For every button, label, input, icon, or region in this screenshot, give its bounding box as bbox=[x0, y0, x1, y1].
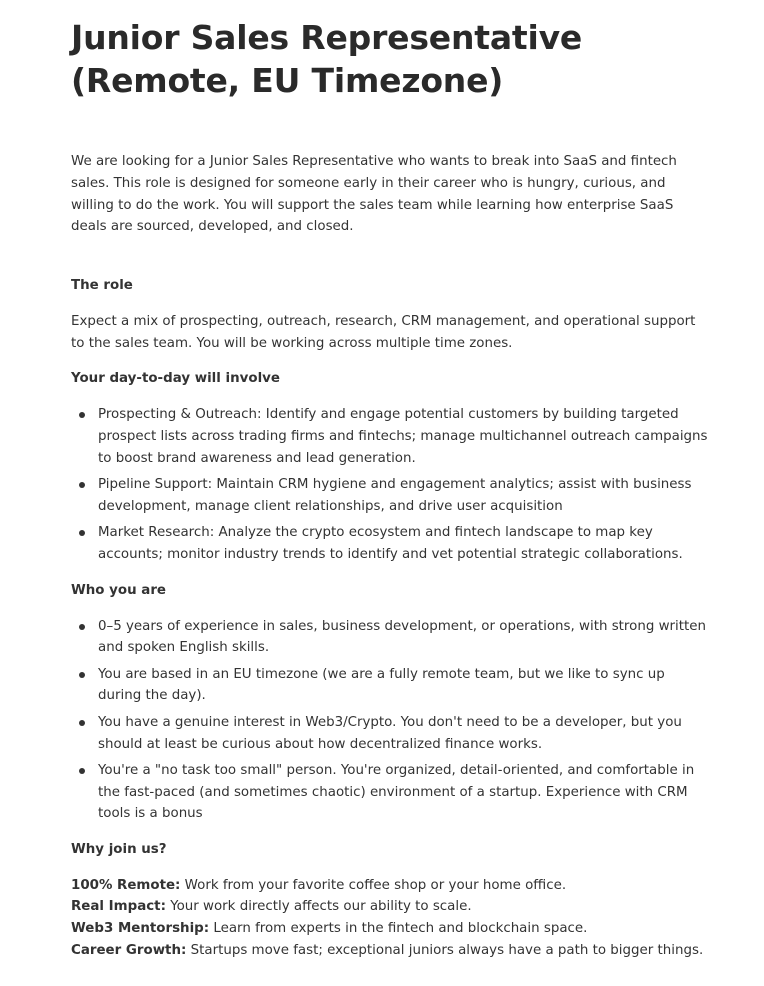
bullet-icon bbox=[79, 412, 85, 418]
list-item bbox=[71, 760, 711, 825]
list-item-text: 0–5 years of experience in sales, business development, or operations, with strong written and spoken English skills. bbox=[98, 618, 706, 656]
why-join-list bbox=[71, 875, 711, 961]
benefit-text: Learn from experts in the fintech and blockchain space. bbox=[209, 921, 588, 937]
who-you-are-list bbox=[71, 616, 711, 825]
benefit-label: Career Growth: bbox=[71, 942, 187, 958]
bullet-icon bbox=[79, 624, 85, 630]
why-join-heading: Why join us? bbox=[71, 841, 167, 857]
bullet-icon bbox=[79, 768, 85, 774]
day-to-day-list bbox=[71, 404, 711, 565]
list-item-text: You have a genuine interest in Web3/Crypto. You don't need to be a developer, but you should at least be curious about how decentralized finance works. bbox=[98, 714, 682, 752]
list-item-text: Pipeline Support: Maintain CRM hygiene and engagement analytics; assist with business development, manage client relationships, and drive user acquisition bbox=[98, 477, 692, 514]
list-item bbox=[71, 712, 711, 755]
benefit-line bbox=[71, 940, 711, 962]
bullet-icon bbox=[79, 482, 85, 488]
benefit-line bbox=[71, 918, 711, 940]
job-posting bbox=[71, 0, 711, 961]
list-item bbox=[71, 474, 711, 517]
benefit-label: 100% Remote: bbox=[71, 877, 181, 893]
who-you-are-heading: Who you are bbox=[71, 582, 167, 598]
bullet-icon bbox=[79, 530, 85, 536]
list-item-text: You're a "no task too small" person. You're organized, detail-oriented, and comfortable in the fast-paced (and sometimes chaotic) environment of a startup. Experience with CRM tools is a bonus bbox=[98, 763, 695, 822]
page-title-line-1: Junior Sales Representative bbox=[71, 18, 583, 57]
benefit-text: Startups move fast; exceptional juniors always have a path to bigger things. bbox=[186, 942, 704, 958]
role-heading: The role bbox=[71, 278, 133, 294]
bullet-icon bbox=[79, 672, 85, 678]
benefit-text: Your work directly affects our ability to scale. bbox=[165, 899, 472, 915]
list-item bbox=[71, 664, 711, 707]
intro-paragraph: We are looking for a Junior Sales Representative who wants to break into SaaS and fintech sales. This role is designed for someone early in their career who is hungry, curious, and willing to do the work. You will support the sales team while learning how enterprise SaaS deals are sourced, developed, and closed. bbox=[71, 154, 677, 235]
list-item-text: You are based in an EU timezone (we are a fully remote team, but we like to sync up during the day). bbox=[98, 666, 665, 704]
benefit-text: Work from your favorite coffee shop or your home office. bbox=[180, 877, 567, 893]
list-item bbox=[71, 616, 711, 659]
list-item bbox=[71, 522, 711, 565]
role-paragraph: Expect a mix of prospecting, outreach, research, CRM management, and operational support to the sales team. You will be working across multiple time zones. bbox=[71, 314, 696, 351]
list-item bbox=[71, 404, 711, 469]
benefit-line bbox=[71, 875, 711, 897]
benefit-label: Web3 Mentorship: bbox=[71, 921, 210, 937]
benefit-label: Real Impact: bbox=[71, 899, 166, 915]
page-title bbox=[71, 16, 711, 102]
page-title-line-2: (Remote, EU Timezone) bbox=[71, 61, 504, 100]
list-item-text: Market Research: Analyze the crypto ecosystem and fintech landscape to map key accounts; monitor industry trends to identify and vet potential strategic collaborations. bbox=[98, 525, 683, 562]
list-item-text: Prospecting & Outreach: Identify and engage potential customers by building targeted prospect lists across trading firms and fintechs; manage multichannel outreach campaigns to boost brand awareness and lead generation. bbox=[98, 407, 708, 466]
day-to-day-heading: Your day-to-day will involve bbox=[71, 371, 280, 387]
benefit-line bbox=[71, 896, 711, 918]
bullet-icon bbox=[79, 720, 85, 726]
